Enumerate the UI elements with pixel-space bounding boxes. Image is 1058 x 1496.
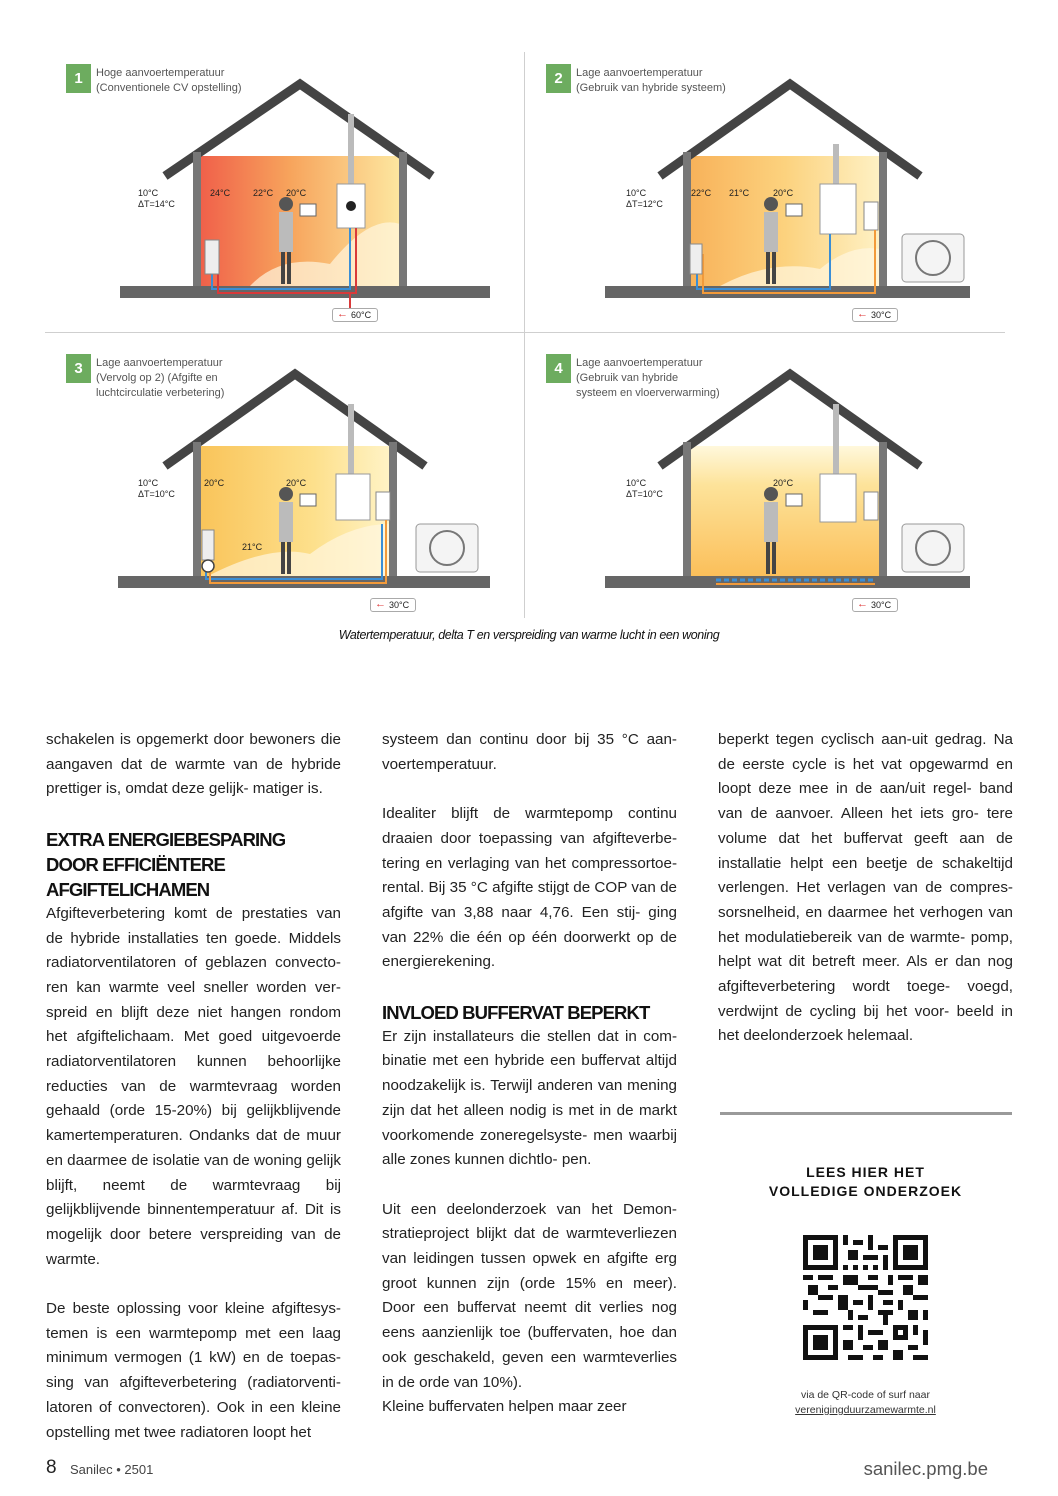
temp-label: 22°C [253, 188, 274, 198]
publication-issue: Sanilec • 2501 [70, 1462, 154, 1477]
panel-number: 4 [546, 354, 571, 383]
section-heading: EXTRA ENERGIEBESPARING DOOR EFFICIËNTERE AFGIFTELICHAMEN [46, 828, 286, 900]
via-text: via de QR-code of surf naar [801, 1389, 930, 1401]
panel-title: Lage aanvoertemperatuur (Vervolg op 2) (Afgifte en luchtcirculatie verbetering) [96, 357, 225, 399]
figure-caption: Watertemperatuur, delta T en verspreiding van warme lucht in een woning [338, 628, 720, 642]
panel-2 [530, 64, 1000, 344]
paragraph: Afgifteverbetering komt de prestaties van de hybride installaties ten goede. Middels radiatorventilatoren of geblazen convecto- ren kan warmte veel sneller worden ver- spreid en blijft deze niet hangen rondom het afgiftelichaam. Met goed uitgevoerde radiatorventilatoren kunnen behoorlijke reducties van de warmtevraag worden gehaald (orde 15-20%) bij gelijkblijvende kamertemperaturen. Ondanks dat de muur en daarmee de isolatie van de woning gelijk blijft, neemt de warmtevraag bij gelijkblijvende binnentemperatuur af. Dit is mogelijk door betere verspreiding van de warmte. [46, 904, 341, 1268]
paragraph: beperkt tegen cyclisch aan-uit gedrag. Na de eerste cycle is het vat opgewarmd en loopt deze mee in de aan/uit regel- band van de aanvoer. Alleen het iets gro- tere volume dat het buffervat geeft aan de installatie helpt een beetje de schakeltijd verlengen. Het verlagen van de compres- sorsnelheid, en daarmee het verhogen van het modulatiebereik van de warmte- pomp, helpt wat dit betreft meer. Als er dan nog afgifteverbetering wordt toege- voegd, verdwijnt de cycling bij het voor- beeld in het deelonderzoek helemaal. [718, 731, 1013, 1045]
temp-label: 20°C [286, 478, 307, 488]
temp-label: 20°C [204, 478, 225, 488]
paragraph: systeem dan continu door bij 35 °C aan- voertemperatuur. [382, 731, 677, 773]
paragraph: Idealiter blijft de warmtepomp continu draaien door toepassing van afgifteverbe- tering en verlaging van het compressortoe- rental. Bij 35 °C afgifte stijgt de COP van de afgifte van 3,88 naar 4,76. Een stij- ging van 22% die één op één doorwerkt op de energierekening. [382, 805, 677, 971]
panel-number: 3 [66, 354, 91, 383]
separator-line [720, 1112, 1012, 1115]
temp-outside: 10°C ΔT=10°C [138, 478, 175, 499]
temp-label: 21°C [242, 542, 263, 552]
temp-label: 20°C [773, 478, 794, 488]
house-illustration [50, 64, 520, 344]
panel-number: 1 [66, 64, 91, 93]
temp-label: 20°C [286, 188, 307, 198]
panel-title: Lage aanvoertemperatuur (Gebruik van hybride systeem) [576, 67, 726, 94]
paragraph: Er zijn installateurs die stellen dat in com- binatie met een hybride een buffervat altijd noodzakelijk is. Terwijl anderen van mening zijn dat het alleen nodig is met in de markt voorkomende zoneregelsyste- men waarbij alle zones kunnen dichtlo- pen. [382, 1027, 677, 1169]
temp-label: 24°C [210, 188, 231, 198]
temp-outside: 10°C ΔT=10°C [626, 478, 663, 499]
water-temp-tag: ← 30°C [852, 598, 898, 612]
panel-3 [50, 354, 520, 634]
paragraph: schakelen is opgemerkt door bewoners die aangaven dat de warmte van de hybride prettiger is, omdat deze gelijk- matiger is. [46, 731, 341, 798]
text-column-3 [718, 728, 1013, 1049]
page-number: 8 [46, 1457, 57, 1478]
temp-label: 20°C [773, 188, 794, 198]
water-temp-tag: ← 30°C [852, 308, 898, 322]
house-illustration [530, 354, 1000, 634]
temp-label: 21°C [729, 188, 750, 198]
temp-outside: 10°C ΔT=14°C [138, 188, 175, 209]
panel-title: Lage aanvoertemperatuur (Gebruik van hybride systeem en vloerverwarming) [576, 357, 720, 399]
panel-title: Hoge aanvoertemperatuur (Conventionele CV opstelling) [96, 67, 242, 94]
panel-number: 2 [546, 64, 571, 93]
qr-instruction [718, 1388, 1013, 1418]
paragraph: Kleine buffervaten helpen maar zeer [382, 1398, 627, 1416]
figure-divider-vertical [524, 52, 525, 618]
temp-outside: 10°C ΔT=12°C [626, 188, 663, 209]
read-full-research-heading: LEES HIER HET VOLLEDIGE ONDERZOEK [768, 1164, 963, 1199]
website-link[interactable]: sanilec.pmg.be [863, 1458, 988, 1479]
panel-1 [50, 64, 520, 344]
water-temp-tag: ← 30°C [370, 598, 416, 612]
text-column-2 [382, 728, 677, 1420]
panel-4 [530, 354, 1000, 634]
paragraph: Uit een deelonderzoek van het Demon- stratieproject blijkt dat de warmteverliezen van leidingen tussen opwek en afgifte erg groot kunnen zijn (orde 15% en meer). Door een buffervat neemt dit verlies nog eens aanzienlijk toe (buffervaten, hoe dan ook geschakeld, geven een warmteverlies in de orde van 10%). [382, 1200, 677, 1391]
paragraph: De beste oplossing voor kleine afgiftesys- temen is een warmtepomp met een laag minimum vermogen (1 kW) en de toepas- sing van afgifteverbetering (radiatorventi- latoren of convectoren). Ook in een kleine opstelling met twee radiatoren loopt het [46, 1300, 341, 1441]
section-heading: INVLOED BUFFERVAT BEPERKT [382, 1001, 650, 1023]
research-link[interactable]: verenigingduurzamewarmte.nl [795, 1404, 936, 1416]
house-illustration [530, 64, 1000, 344]
water-temp-tag: ← 60°C [332, 308, 378, 322]
illustration-figure [0, 0, 1058, 660]
temp-label: 22°C [691, 188, 712, 198]
house-illustration [50, 354, 520, 634]
qr-code-icon[interactable] [803, 1235, 928, 1360]
text-column-1 [46, 728, 341, 1445]
